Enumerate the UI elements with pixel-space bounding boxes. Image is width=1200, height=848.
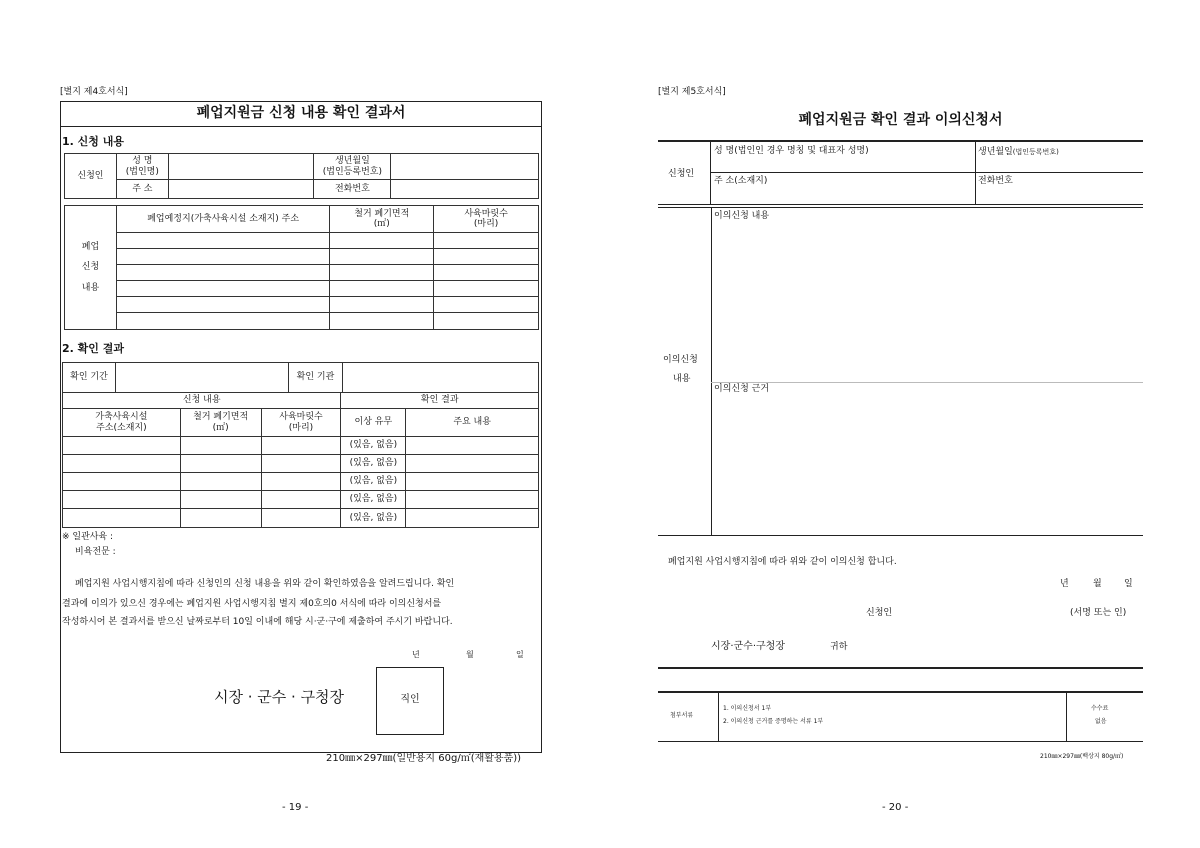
note-line: ※ 일관사육 :	[62, 532, 114, 542]
attachment-item: 2. 이의신청 근거를 증명하는 서류 1부	[723, 718, 824, 725]
result-table	[62, 392, 539, 528]
table-cell[interactable]	[261, 473, 341, 491]
date-month: 월	[1093, 579, 1102, 589]
paper-spec: 210㎜×297㎜(백상지 80g/㎡)	[1040, 753, 1124, 760]
date-day: 일	[1124, 579, 1133, 589]
phone-label: 전화번호	[978, 176, 1013, 186]
check-period-label: 확인 기간	[63, 363, 116, 393]
table-cell[interactable]	[406, 491, 539, 509]
seal-box	[376, 667, 444, 735]
table-cell[interactable]	[116, 233, 330, 249]
attachment-item: 1. 이의신청서 1부	[723, 705, 772, 712]
table-cell[interactable]	[180, 491, 261, 509]
rule	[710, 141, 711, 204]
attachment-label: 첨부서류	[670, 712, 694, 719]
table-cell[interactable]	[180, 509, 261, 528]
table-cell[interactable]	[116, 313, 330, 330]
check-agency-label: 확인 기관	[288, 363, 343, 393]
page-number: - 20 -	[882, 802, 909, 813]
col-site: 폐업예정지(가축사육시설 소재지) 주소	[116, 206, 330, 233]
issuer: 시장 · 군수 · 구청장	[214, 688, 345, 706]
rule	[658, 204, 1143, 205]
date-year: 년	[412, 650, 420, 659]
note-line: 비육전문 :	[75, 547, 116, 557]
table-cell[interactable]	[180, 455, 261, 473]
table-cell[interactable]	[261, 509, 341, 528]
section-heading: 2. 확인 결과	[62, 342, 124, 355]
signature-note: (서명 또는 인)	[1070, 608, 1127, 618]
rule	[658, 535, 1143, 536]
recipient: 시장·군수·구청장	[711, 641, 785, 652]
paper-spec: 210㎜×297㎜(일반용지 60g/㎡(재활용품))	[326, 753, 522, 764]
rule	[710, 172, 1143, 173]
table-cell[interactable]	[330, 281, 434, 297]
closure-label: 폐업 신청 내용	[65, 206, 117, 330]
table-cell[interactable]	[434, 313, 539, 330]
form-label: [별지 제5호서식]	[658, 87, 726, 97]
birth-label: 생년월일 (법인등록번호)	[314, 154, 391, 180]
table-cell[interactable]	[330, 313, 434, 330]
objection-label: 내용	[673, 374, 691, 384]
col-issue: 이상 유무	[341, 409, 406, 437]
yesno-option[interactable]: (있음, 없음)	[341, 473, 406, 491]
col-main: 주요 내용	[406, 409, 539, 437]
date-year: 년	[1060, 579, 1069, 589]
yesno-option[interactable]: (있음, 없음)	[341, 509, 406, 528]
page-title: 폐업지원금 확인 결과 이의신청서	[798, 112, 1003, 128]
table-cell[interactable]	[116, 249, 330, 265]
result-header: 확인 결과	[341, 393, 539, 409]
col-area: 철거 폐기면적 (㎡)	[330, 206, 434, 233]
birth-field[interactable]	[391, 154, 539, 180]
phone-label: 전화번호	[314, 180, 391, 199]
seal-label: 직인	[400, 694, 420, 705]
honorific: 귀하	[830, 642, 848, 652]
table-cell[interactable]	[434, 265, 539, 281]
yesno-option[interactable]: (있음, 없음)	[341, 437, 406, 455]
paragraph-line: 작성하시어 본 결과서를 받으신 날짜로부터 10일 이내에 해당 시·군·구에 제출하여 주시기 바랍니다.	[62, 617, 453, 627]
name-label: 성 명 (법인명)	[116, 154, 168, 180]
table-cell[interactable]	[330, 297, 434, 313]
table-cell[interactable]	[261, 437, 341, 455]
table-cell[interactable]	[406, 473, 539, 491]
table-cell[interactable]	[434, 249, 539, 265]
table-cell[interactable]	[63, 473, 181, 491]
closure-table	[64, 205, 539, 330]
phone-field[interactable]	[391, 180, 539, 199]
rule	[718, 692, 719, 741]
table-cell[interactable]	[63, 455, 181, 473]
objection-content-label: 이의신청 내용	[714, 211, 770, 221]
table-cell[interactable]	[434, 281, 539, 297]
rule	[1066, 692, 1067, 741]
yesno-option[interactable]: (있음, 없음)	[341, 491, 406, 509]
objection-basis-label: 이의신청 근거	[714, 384, 770, 394]
fee-value: 없음	[1095, 718, 1107, 725]
check-table	[62, 362, 539, 393]
table-cell[interactable]	[180, 473, 261, 491]
check-agency-field[interactable]	[343, 363, 539, 393]
table-cell[interactable]	[330, 249, 434, 265]
fee-label: 수수료	[1091, 705, 1109, 712]
table-cell[interactable]	[434, 233, 539, 249]
table-cell[interactable]	[406, 437, 539, 455]
col-heads: 사육마릿수 (마리)	[434, 206, 539, 233]
table-cell[interactable]	[116, 281, 330, 297]
page-number: - 19 -	[282, 802, 309, 813]
applicant-label: 신청인	[668, 169, 695, 179]
signer-label: 신청인	[866, 608, 893, 618]
rule	[658, 741, 1143, 742]
col-heads: 사육마릿수 (마리)	[261, 409, 341, 437]
table-cell[interactable]	[261, 491, 341, 509]
address-label: 주 소(소재지)	[714, 176, 768, 186]
table-cell[interactable]	[406, 509, 539, 528]
table-cell[interactable]	[261, 455, 341, 473]
applicant-label: 신청인	[65, 154, 117, 199]
table-cell[interactable]	[330, 233, 434, 249]
table-cell[interactable]	[63, 437, 181, 455]
title-divider	[60, 126, 541, 127]
section-heading: 1. 신청 내용	[62, 135, 124, 148]
col-site: 가축사육시설 주소(소재지)	[63, 409, 181, 437]
form-label: [별지 제4호서식]	[60, 87, 128, 97]
table-cell[interactable]	[180, 437, 261, 455]
col-area: 철거 폐기면적 (㎡)	[180, 409, 261, 437]
table-cell[interactable]	[63, 491, 181, 509]
paragraph-line: 결과에 이의가 있으신 경우에는 폐업지원 사업시행지침 별지 제0호의0 서식에 따라 이의신청서를	[62, 599, 442, 609]
table-cell[interactable]	[406, 455, 539, 473]
table-cell[interactable]	[63, 509, 181, 528]
name-label: 성 명(법인인 경우 명칭 및 대표자 성명)	[714, 146, 869, 156]
check-period-field[interactable]	[115, 363, 288, 393]
table-cell[interactable]	[434, 297, 539, 313]
rule	[975, 141, 976, 204]
birth-label: 생년월일(법인등록번호)	[978, 147, 1059, 157]
objection-label: 이의신청	[663, 355, 698, 365]
statement: 폐업지원 사업시행지침에 따라 위와 같이 이의신청 합니다.	[668, 557, 897, 567]
rule	[711, 208, 712, 535]
paragraph-line: 폐업지원 사업시행지침에 따라 신청인의 신청 내용을 위와 같이 확인하였음을 알려드립니다. 확인	[75, 579, 455, 589]
rule	[658, 140, 1143, 142]
table-cell[interactable]	[116, 297, 330, 313]
table-cell[interactable]	[116, 265, 330, 281]
date-month: 월	[466, 650, 474, 659]
rule	[658, 667, 1143, 669]
address-field[interactable]	[168, 180, 314, 199]
date-day: 일	[516, 650, 524, 659]
application-table	[64, 153, 539, 199]
name-field[interactable]	[168, 154, 314, 180]
rule	[711, 382, 1143, 383]
applied-header: 신청 내용	[63, 393, 341, 409]
rule	[658, 207, 1143, 208]
page-title: 폐업지원금 신청 내용 확인 결과서	[196, 105, 406, 121]
rule	[658, 691, 1143, 693]
address-label: 주 소	[116, 180, 168, 199]
table-cell[interactable]	[330, 265, 434, 281]
yesno-option[interactable]: (있음, 없음)	[341, 455, 406, 473]
